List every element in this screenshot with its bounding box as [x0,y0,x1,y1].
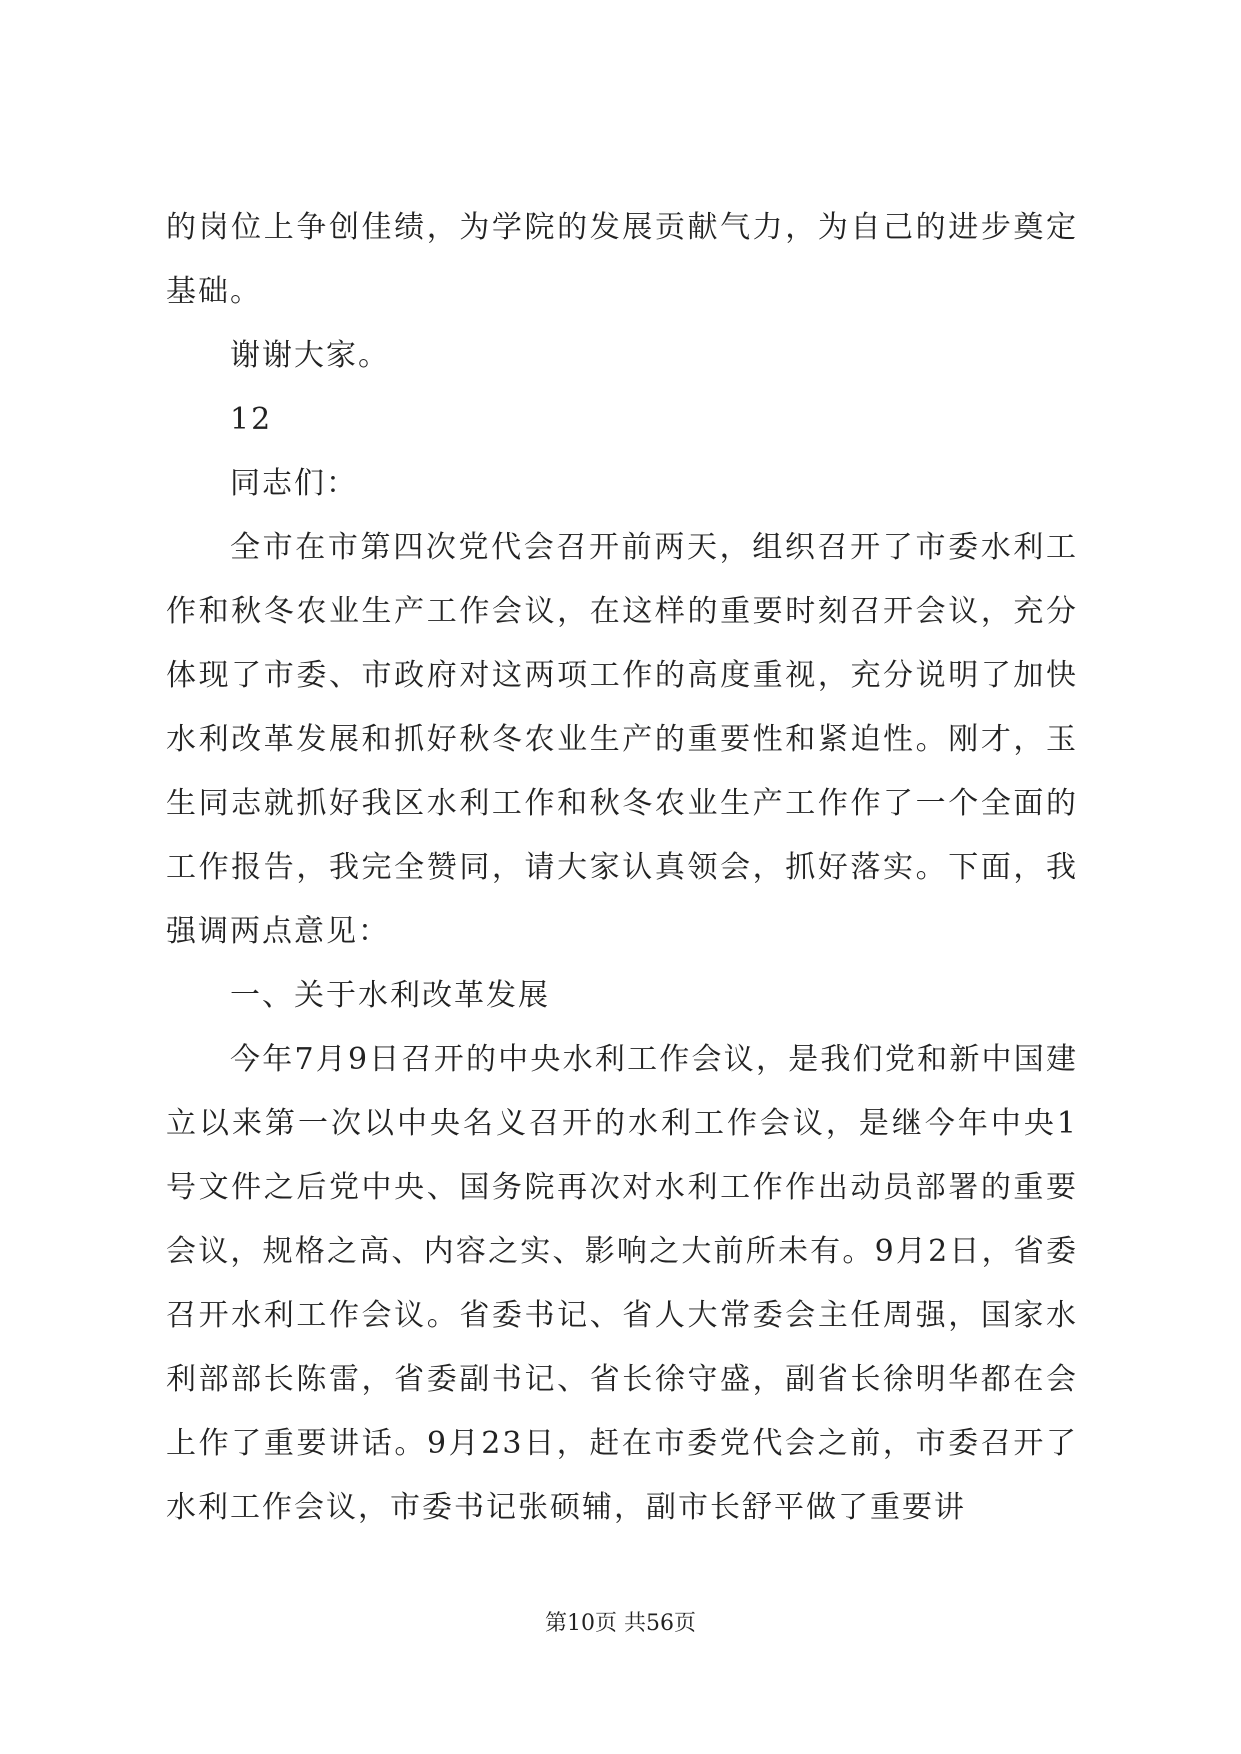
paragraph-3: 12 [230,402,273,437]
paragraph-2: 谢谢大家。 [230,338,390,373]
paragraph-4: 同志们： [230,466,358,501]
paragraph-5: 全市在市第四次党代会召开前两天，组织召开了市委水利工作和秋冬农业生产工作会议，在这样的重要时刻召开会议，充分体现了市委、市政府对这两项工作的高度重视，充分说明了加快水利改革发展和抓好秋冬农业生产的重要性和紧迫性。刚才，玉生同志就抓好我区水利工作和秋冬农业生产工作作了一个全面的工作报告，我完全赞同，请大家认真领会，抓好落实。下面，我强调两点意见： [166,530,1078,949]
document-body [166,196,1078,1540]
page-footer: 第10页 共56页 [545,1611,696,1636]
paragraph-1: 的岗位上争创佳绩，为学院的发展贡献气力，为自己的进步奠定基础。 [166,210,1078,309]
section-heading: 一、关于水利改革发展 [230,978,550,1013]
paragraph-7: 今年7月9日召开的中央水利工作会议，是我们党和新中国建立以来第一次以中央名义召开的水利工作会议，是继今年中央1号文件之后党中央、国务院再次对水利工作作出动员部署的重要会议，规格之高、内容之实、影响之大前所未有。9月2日，省委召开水利工作会议。省委书记、省人大常委会主任周强，国家水利部部长陈雷，省委副书记、省长徐守盛，副省长徐明华都在会上作了重要讲话。9月23日，赶在市委党代会之前，市委召开了水利工作会议，市委书记张硕辅，副市长舒平做了重要讲 [166,1042,1078,1525]
